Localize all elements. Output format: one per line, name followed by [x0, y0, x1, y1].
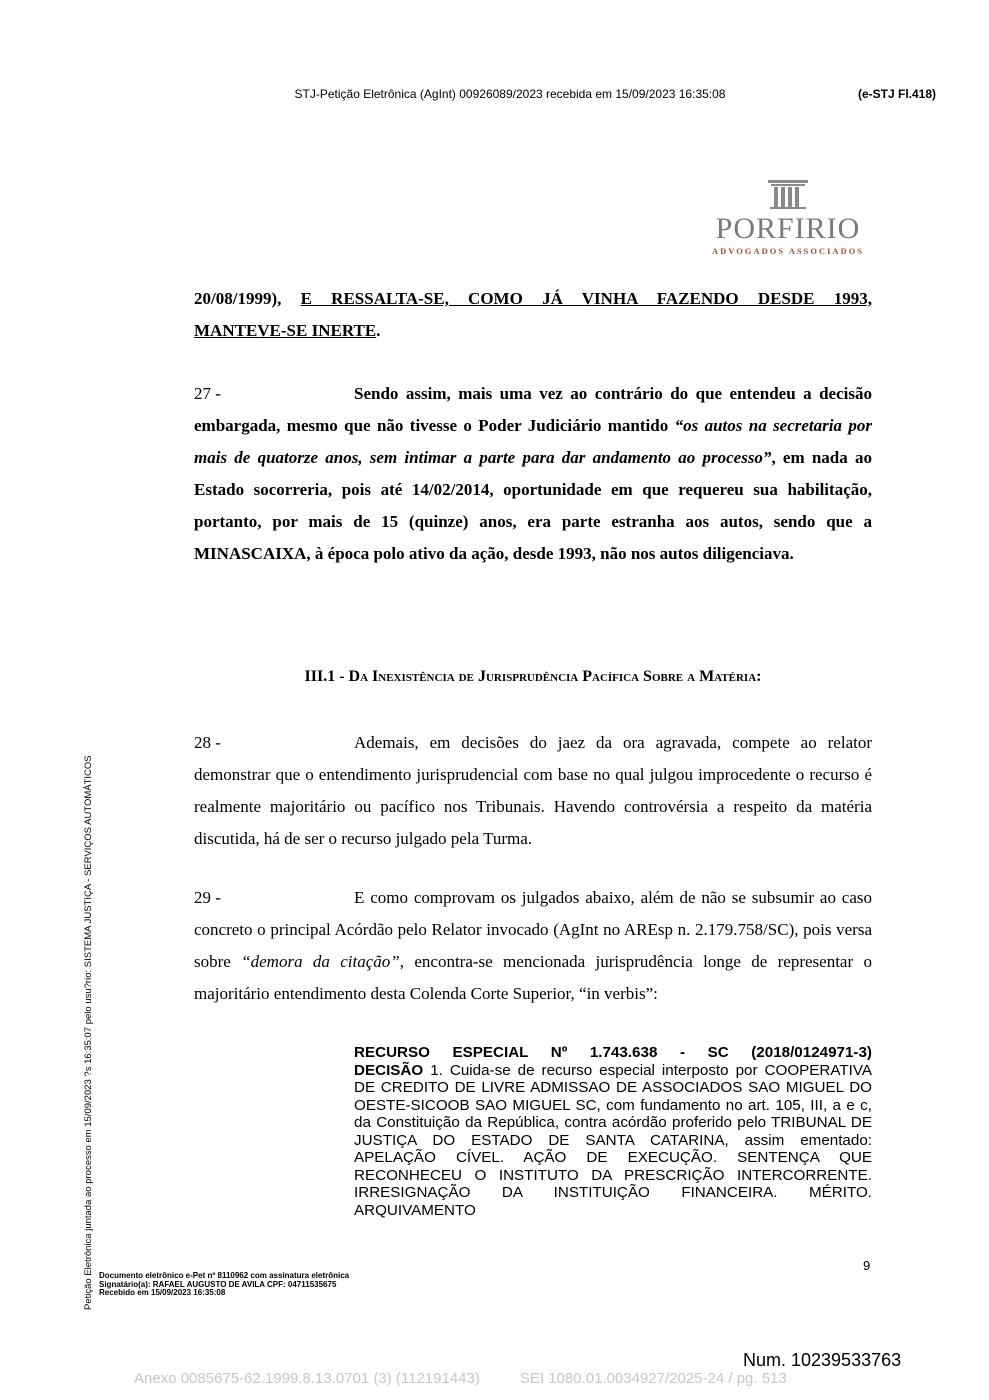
quote-decision-label: DECISÃO — [354, 1061, 424, 1079]
document-number-stamp: Num. 10239533763 — [743, 1350, 902, 1370]
quote-heading: RECURSO ESPECIAL Nº 1.743.638 - SC (2018/0124971-3) — [354, 1044, 872, 1061]
paragraph-27-quote: “os autos na secretaria por mais de quatorze anos, sem intimar a parte para dar andamento ao processo” — [194, 416, 872, 467]
paragraph-29-text-a: E como comprovam os julgados abaixo, além de não se subsumir ao caso concreto o principal Acórdão pelo Relator invocado (AgInt no AREsp n. 2.179.758/SC), pois versa sobre — [194, 888, 872, 971]
paragraph-28 — [194, 727, 872, 855]
paragraph-27 — [194, 378, 872, 570]
paragraph-29-number: 29 - — [194, 888, 221, 907]
page-number: 9 — [863, 1258, 871, 1273]
intro-underlined-2: MANTEVE-SE INERTE — [194, 321, 377, 340]
intro-end: . — [376, 321, 381, 340]
paragraph-29-quote: “demora da citação” — [241, 952, 400, 971]
paragraph-28-text: Ademais, em decisões do jaez da ora agravada, compete ao relator demonstrar que o entendimento jurisprudencial com base no qual julgou improcedente o recurso é realmente majoritário ou pacífico nos Tribunais. Havendo controvérsia a respeito da matéria discutida, há de ser o recurso julgado pela Turma. — [194, 733, 872, 848]
paragraph-27-text-b: , em nada ao Estado socorreria, pois até 14/02/2014, oportunidade em que requereu sua habilitação, portanto, por mais de 15 (quinze) anos, era parte estranha aos autos, sendo que a MINASCAIXA, à época polo ativo da ação, desde 1993, não nos autos diligenciava. — [194, 448, 872, 563]
section-prefix: III.1 - — [304, 668, 349, 685]
quote-text: 1. Cuida-se de recurso especial interposto por COOPERATIVA DE CREDITO DE LIVRE ADMISSAO DE ASSOCIADOS SAO MIGUEL DO OESTE-SICOOB SAO MIGUEL SC, com fundamento no art. 105, III, a e c, da Constituição da República, contra acórdão proferido pelo TRIBUNAL DE JUSTIÇA DO ESTADO DE SANTA CATARINA, assim ementado: APELAÇÃO CÍVEL. AÇÃO DE EXECUÇÃO. SENTENÇA QUE RECONHECEU O INSTITUTO DA PRESCRIÇÃO INTERCORRENTE. IRRESIGNAÇÃO DA INSTITUIÇÃO FINANCEIRA. MÉRITO. ARQUIVAMENTO — [354, 1061, 872, 1219]
quote-block — [354, 1044, 872, 1219]
annex-right: SEI 1080.01.0034927/2025-24 / pg. 513 — [519, 1370, 787, 1387]
header-folio: (e-STJ Fl.418) — [858, 87, 937, 101]
intro-paragraph — [194, 283, 872, 347]
intro-date: 20/08/1999), — [194, 289, 282, 308]
paragraph-29 — [194, 882, 872, 1010]
paragraph-27-number: 27 - — [194, 384, 221, 403]
annex-watermark — [134, 1370, 787, 1387]
section-title — [194, 668, 872, 686]
sidebar-stamp: Petição Eletrônica juntada ao processo em 15/09/2023 ?s 16:35:07 pelo usu?rio: SISTEMA JUSTIÇA - SERVIÇOS AUTOMÁTICOS — [83, 755, 94, 1310]
footer-signature-line-3: Recebido em 15/09/2023 16:35:08 — [99, 1288, 226, 1297]
paragraph-29-text-b: , encontra-se mencionada jurisprudência longe de representar o majoritário entendimento desta Colenda Corte Superior, “in verbis”: — [194, 952, 872, 1003]
intro-underlined-1: E RESSALTA-SE, COMO JÁ VINHA FAZENDO DESDE 1993, — [300, 289, 873, 308]
logo-name: PORFIRIO — [715, 212, 861, 245]
paragraph-28-number: 28 - — [194, 733, 221, 752]
footer-signature-line-2: Signatário(a): RAFAEL AUGUSTO DE AVILA CPF: 04711535675 — [99, 1279, 337, 1289]
header-petition-line: STJ-Petição Eletrônica (AgInt) 00926089/2023 recebida em 15/09/2023 16:35:08 — [294, 87, 726, 101]
footer-signature — [99, 1272, 349, 1298]
paragraph-27-text-a: Sendo assim, mais uma vez ao contrário do que entendeu a decisão embargada, mesmo que não tivesse o Poder Judiciário mantido — [194, 384, 872, 435]
section-title-text: Da Inexistência de Jurisprudência Pacífica Sobre a Matéria: — [348, 668, 762, 685]
annex-left: Anexo 0085675-62.1999.8.13.0701 (3) (112191443) — [134, 1370, 480, 1387]
footer-signature-line-1: Documento eletrônico e-Pet nº 8110962 com assinatura eletrônica — [99, 1271, 350, 1280]
logo-subtitle: ADVOGADOS ASSOCIADOS — [711, 246, 864, 256]
